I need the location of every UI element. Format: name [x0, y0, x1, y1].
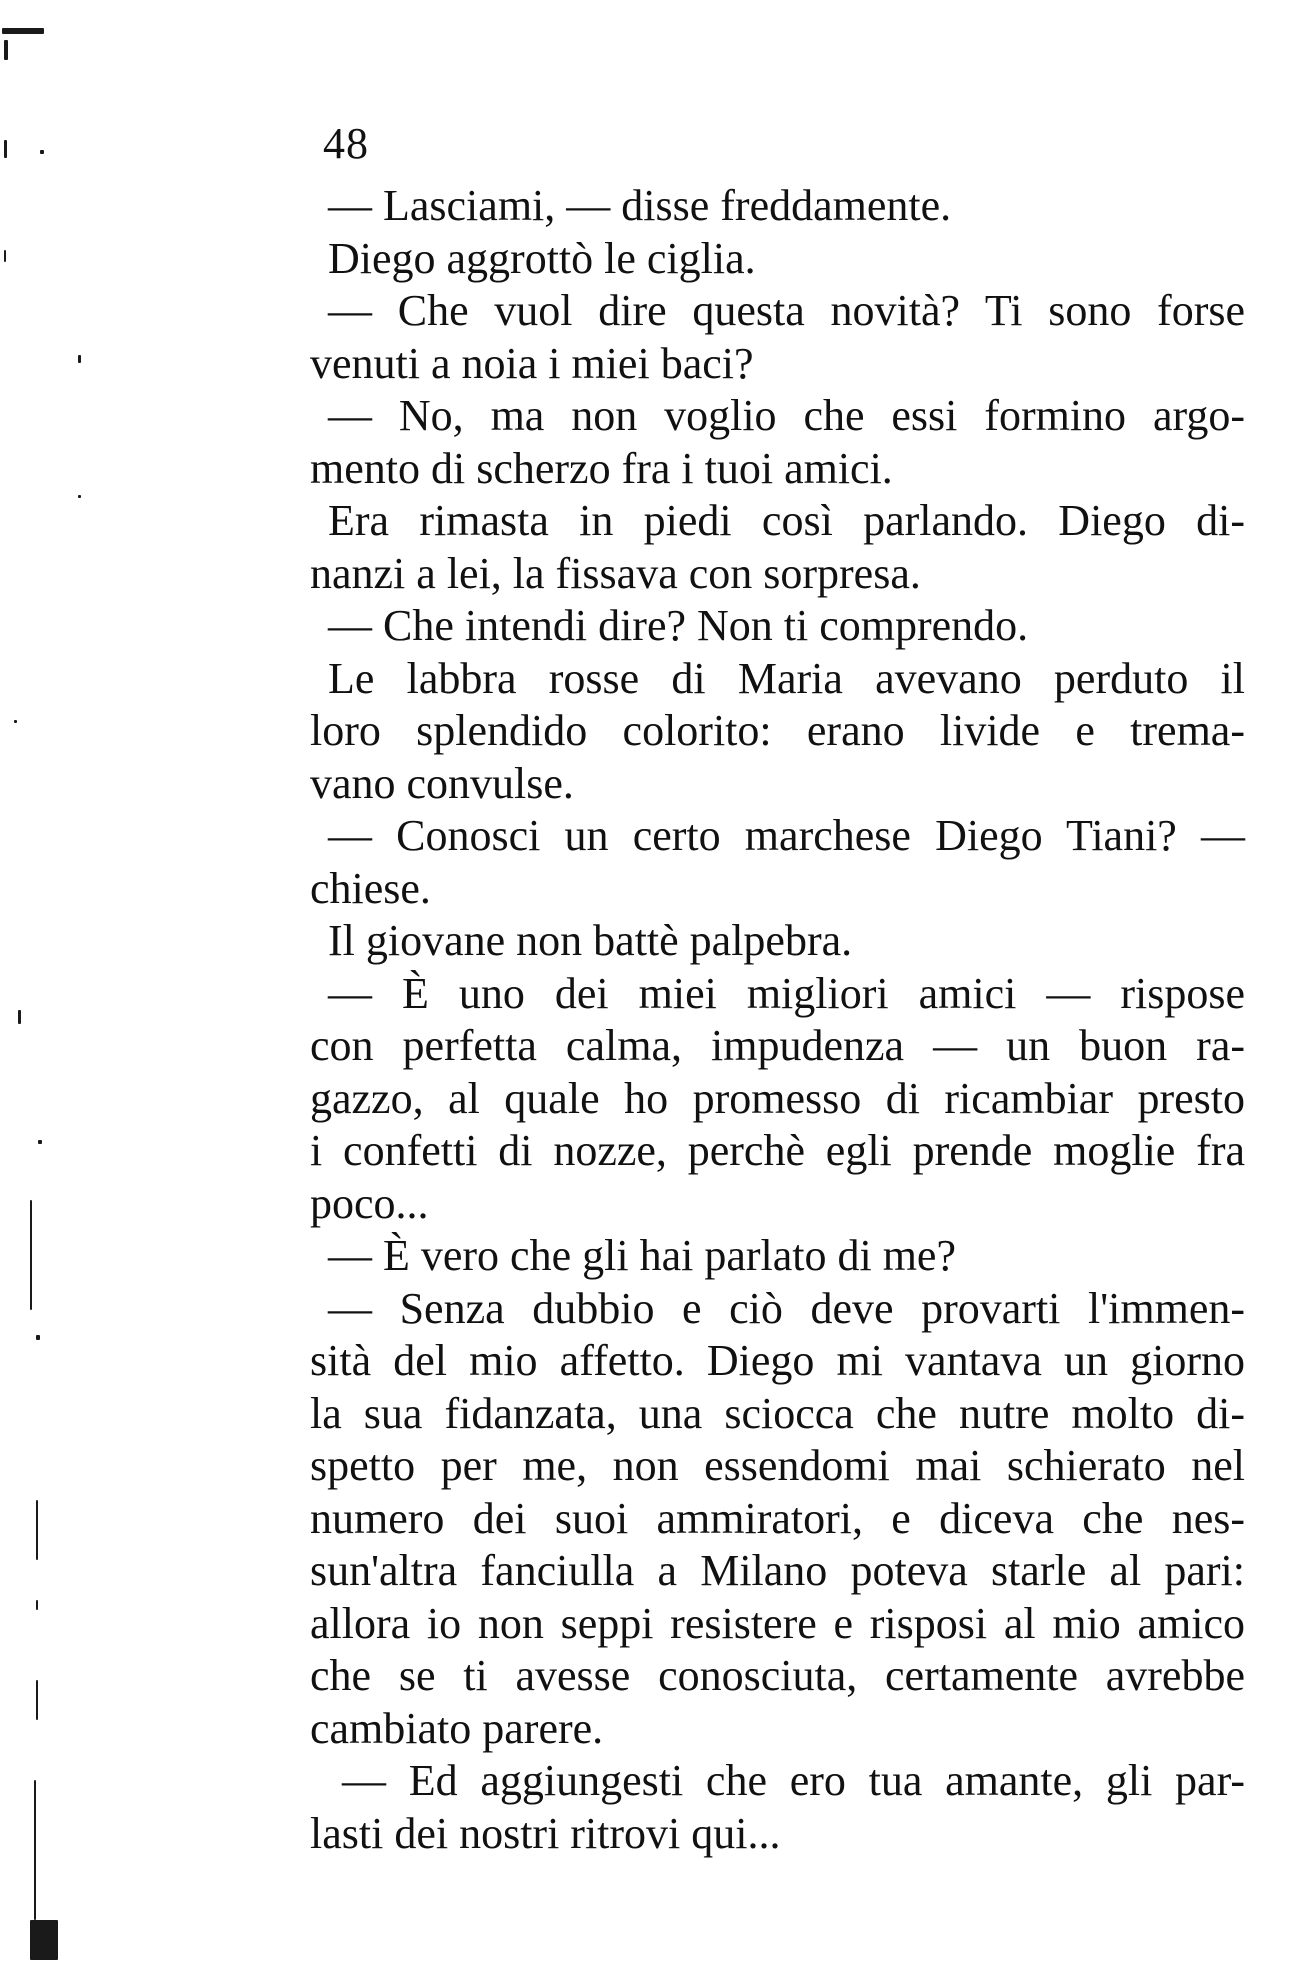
text-line: i confetti di nozze, perchè egli prende moglie fra [310, 1126, 1245, 1175]
binding-speck [78, 355, 81, 363]
text-line: con perfetta calma, impudenza — un buon ra- [310, 1021, 1245, 1070]
text-line: — Senza dubbio e ciò deve provarti l'immen- [328, 1283, 1245, 1333]
text-line: spetto per me, non essendomi mai schierato nel [310, 1441, 1245, 1490]
text-line: poco... [310, 1178, 429, 1228]
text-line: sità del mio affetto. Diego mi vantava un giorno [310, 1336, 1245, 1385]
text-line: — È uno dei miei migliori amici — rispose [328, 968, 1245, 1018]
text-line: la sua fidanzata, una sciocca che nutre molto di- [310, 1388, 1245, 1438]
text-line: Il giovane non battè palpebra. [328, 916, 853, 965]
binding-speck [34, 1780, 36, 1920]
text-line: — Che intendi dire? Non ti comprendo. [328, 601, 1029, 650]
binding-speck [38, 1140, 42, 1144]
binding-speck [36, 1335, 40, 1340]
text-line: allora io non seppi resistere e risposi al mio amico [310, 1598, 1245, 1648]
text-line: lasti dei nostri ritrovi qui... [310, 1808, 781, 1858]
text-line: — Lasciami, — disse freddamente. [328, 181, 952, 230]
binding-speck [40, 150, 44, 154]
body-text [310, 180, 1245, 1860]
text-line: — Conosci un certo marchese Diego Tiani? — [328, 811, 1245, 860]
text-line: Le labbra rosse di Maria avevano perduto il [328, 653, 1245, 703]
binding-speck [30, 1200, 32, 1310]
binding-speck [36, 1500, 38, 1560]
text-line: Diego aggrottò le ciglia. [328, 233, 756, 283]
text-line: chiese. [310, 863, 431, 913]
binding-speck [18, 1010, 21, 1024]
text-line: venuti a noia i miei baci? [310, 338, 754, 388]
binding-speck [78, 495, 81, 498]
binding-edge-marks [0, 0, 80, 1971]
text-line: nanzi a lei, la fissava con sorpresa. [310, 548, 921, 598]
binding-speck [4, 40, 8, 60]
text-line: Era rimasta in piedi così parlando. Diego di- [328, 496, 1245, 545]
text-line: numero dei suoi ammiratori, e diceva che nes- [310, 1493, 1245, 1543]
binding-speck [36, 1680, 38, 1720]
page-number: 48 [323, 119, 369, 168]
text-line: cambiato parere. [310, 1703, 604, 1753]
binding-speck [2, 28, 44, 34]
binding-speck [4, 250, 6, 262]
text-line: — Che vuol dire questa novità? Ti sono forse [328, 286, 1245, 335]
text-line: vano convulse. [310, 758, 574, 808]
text-line: — È vero che gli hai parlato di me? [328, 1231, 956, 1280]
text-line: — No, ma non voglio che essi formino argo- [328, 391, 1245, 440]
text-line: sun'altra fanciulla a Milano poteva starle al pari: [310, 1546, 1245, 1595]
text-line: che se ti avesse conosciuta, certamente avrebbe [310, 1651, 1245, 1700]
binding-speck [4, 140, 7, 158]
text-line: loro splendido colorito: erano livide e trema- [310, 706, 1245, 755]
text-line: mento di scherzo fra i tuoi amici. [310, 443, 893, 493]
binding-speck [36, 1600, 38, 1610]
text-line: — Ed aggiungesti che ero tua amante, gli par- [342, 1756, 1245, 1805]
binding-speck [30, 1920, 58, 1960]
binding-speck [14, 720, 17, 723]
text-line: gazzo, al quale ho promesso di ricambiar presto [310, 1073, 1245, 1123]
